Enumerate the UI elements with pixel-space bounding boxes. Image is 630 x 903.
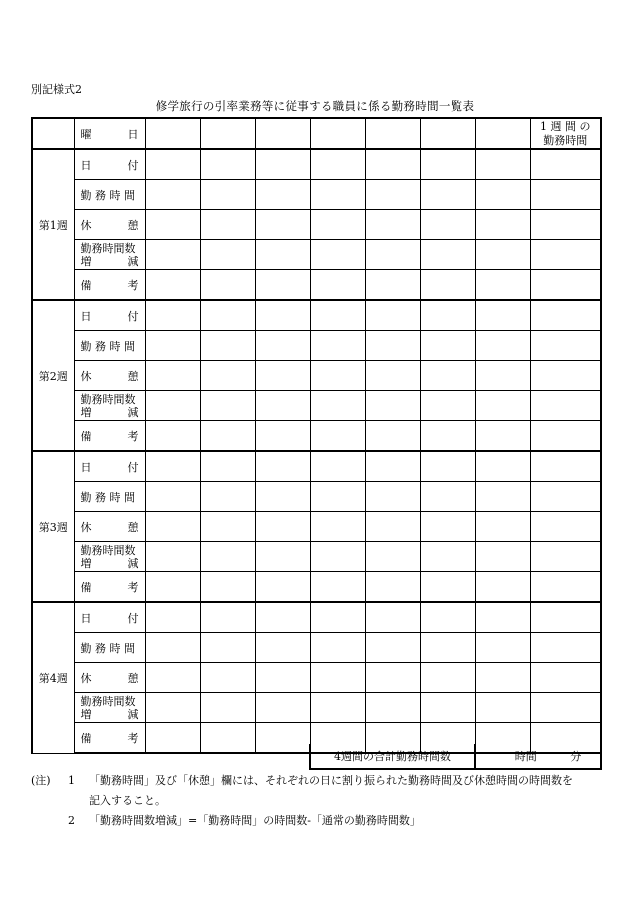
entry-cell[interactable] xyxy=(200,240,255,270)
entry-cell[interactable] xyxy=(145,451,200,482)
entry-cell[interactable] xyxy=(255,482,310,512)
week-row xyxy=(32,270,601,301)
entry-cell[interactable] xyxy=(365,149,420,180)
row-label-date: 日 付 xyxy=(74,451,145,482)
row-label-remarks: 備 考 xyxy=(74,270,145,301)
entry-cell[interactable] xyxy=(200,421,255,452)
entry-cell[interactable] xyxy=(200,391,255,421)
entry-cell[interactable] xyxy=(255,300,310,331)
entry-cell[interactable] xyxy=(200,512,255,542)
entry-cell[interactable] xyxy=(420,421,475,452)
entry-cell[interactable] xyxy=(255,451,310,482)
entry-cell[interactable] xyxy=(365,693,420,723)
note-text: 「勤務時間数増減」=「勤務時間」の時間数-「通常の勤務時間数」 xyxy=(89,814,421,827)
entry-cell[interactable] xyxy=(255,693,310,723)
weekly-total-header: 1 週 間 の 勤務時間 xyxy=(530,118,601,149)
entry-cell[interactable] xyxy=(365,300,420,331)
entry-cell[interactable] xyxy=(420,180,475,210)
entry-cell[interactable] xyxy=(310,210,365,240)
weekly-total-cell[interactable] xyxy=(530,572,601,603)
entry-cell[interactable] xyxy=(200,723,255,754)
entry-cell[interactable] xyxy=(200,270,255,301)
entry-cell[interactable] xyxy=(475,331,530,361)
weekly-total-cell[interactable] xyxy=(530,149,601,180)
weekly-total-cell[interactable] xyxy=(530,693,601,723)
entry-cell[interactable] xyxy=(255,602,310,633)
entry-cell[interactable] xyxy=(255,270,310,301)
entry-cell[interactable] xyxy=(365,633,420,663)
entry-cell[interactable] xyxy=(365,210,420,240)
entry-cell[interactable] xyxy=(475,149,530,180)
entry-cell[interactable] xyxy=(365,270,420,301)
entry-cell[interactable] xyxy=(310,240,365,270)
weekly-total-cell[interactable] xyxy=(530,602,601,633)
weekly-total-cell[interactable] xyxy=(530,512,601,542)
entry-cell[interactable] xyxy=(200,572,255,603)
entry-cell[interactable] xyxy=(255,240,310,270)
entry-cell[interactable] xyxy=(365,663,420,693)
row-label-work_hours: 勤 務 時 間 xyxy=(74,482,145,512)
weekly-total-cell[interactable] xyxy=(530,482,601,512)
entry-cell[interactable] xyxy=(420,633,475,663)
week-row xyxy=(32,149,601,180)
entry-cell[interactable] xyxy=(200,210,255,240)
entry-cell[interactable] xyxy=(310,391,365,421)
day-cell[interactable] xyxy=(365,118,420,149)
entry-cell[interactable] xyxy=(365,542,420,572)
entry-cell[interactable] xyxy=(145,542,200,572)
row-label-work_hours: 勤 務 時 間 xyxy=(74,633,145,663)
entry-cell[interactable] xyxy=(200,149,255,180)
week-row xyxy=(32,542,601,572)
entry-cell[interactable] xyxy=(310,572,365,603)
entry-cell[interactable] xyxy=(145,512,200,542)
entry-cell[interactable] xyxy=(310,633,365,663)
row-label-break: 休 憩 xyxy=(74,210,145,240)
entry-cell[interactable] xyxy=(420,512,475,542)
weekly-total-cell[interactable] xyxy=(530,300,601,331)
entry-cell[interactable] xyxy=(420,602,475,633)
entry-cell[interactable] xyxy=(200,663,255,693)
entry-cell[interactable] xyxy=(200,693,255,723)
week-row xyxy=(32,663,601,693)
entry-cell[interactable] xyxy=(310,270,365,301)
entry-cell[interactable] xyxy=(310,693,365,723)
entry-cell[interactable] xyxy=(475,300,530,331)
week-row xyxy=(32,180,601,210)
row-label-work_hours: 勤 務 時 間 xyxy=(74,331,145,361)
weekly-total-cell[interactable] xyxy=(530,361,601,391)
entry-cell[interactable] xyxy=(255,572,310,603)
entry-cell[interactable] xyxy=(420,663,475,693)
weekly-total-cell[interactable] xyxy=(530,180,601,210)
entry-cell[interactable] xyxy=(200,300,255,331)
note-number: 1 xyxy=(68,774,75,787)
entry-cell[interactable] xyxy=(200,180,255,210)
week-row xyxy=(32,331,601,361)
week-label: 第3週 xyxy=(32,451,74,602)
entry-cell[interactable] xyxy=(475,482,530,512)
entry-cell[interactable] xyxy=(145,180,200,210)
entry-cell[interactable] xyxy=(255,723,310,754)
entry-cell[interactable] xyxy=(365,602,420,633)
entry-cell[interactable] xyxy=(475,633,530,663)
entry-cell[interactable] xyxy=(365,240,420,270)
week-row xyxy=(32,300,601,331)
weekly-total-cell[interactable] xyxy=(530,542,601,572)
row-label-diff: 勤務時間数 増 減 xyxy=(74,240,145,270)
day-cell[interactable] xyxy=(420,118,475,149)
notes-prefix: (注) xyxy=(31,774,51,787)
entry-cell[interactable] xyxy=(145,693,200,723)
entry-cell[interactable] xyxy=(145,723,200,754)
entry-cell[interactable] xyxy=(255,391,310,421)
note-number: 2 xyxy=(68,814,75,827)
entry-cell[interactable] xyxy=(475,451,530,482)
week-row xyxy=(32,693,601,723)
entry-cell[interactable] xyxy=(420,331,475,361)
entry-cell[interactable] xyxy=(475,270,530,301)
entry-cell[interactable] xyxy=(310,300,365,331)
entry-cell[interactable] xyxy=(145,300,200,331)
entry-cell[interactable] xyxy=(200,331,255,361)
row-label-date: 日 付 xyxy=(74,300,145,331)
summary-label: 4週間の合計勤務時間数 xyxy=(310,744,475,769)
row-label-date: 日 付 xyxy=(74,149,145,180)
entry-cell[interactable] xyxy=(365,482,420,512)
entry-cell[interactable] xyxy=(310,512,365,542)
row-label-remarks: 備 考 xyxy=(74,572,145,603)
entry-cell[interactable] xyxy=(255,361,310,391)
form-label: 別記様式2 xyxy=(31,83,82,96)
weekly-total-cell[interactable] xyxy=(530,391,601,421)
row-label-break: 休 憩 xyxy=(74,663,145,693)
work-hours-table xyxy=(31,117,602,754)
day-cell[interactable] xyxy=(145,118,200,149)
row-label-remarks: 備 考 xyxy=(74,723,145,754)
entry-cell[interactable] xyxy=(255,331,310,361)
entry-cell[interactable] xyxy=(475,391,530,421)
row-label-remarks: 備 考 xyxy=(74,421,145,452)
entry-cell[interactable] xyxy=(255,149,310,180)
weekly-total-cell[interactable] xyxy=(530,633,601,663)
day-cell[interactable] xyxy=(200,118,255,149)
week-row xyxy=(32,210,601,240)
entry-cell[interactable] xyxy=(475,572,530,603)
week-row xyxy=(32,572,601,603)
entry-cell[interactable] xyxy=(420,210,475,240)
entry-cell[interactable] xyxy=(365,331,420,361)
entry-cell[interactable] xyxy=(145,240,200,270)
week-row xyxy=(32,512,601,542)
entry-cell[interactable] xyxy=(365,391,420,421)
entry-cell[interactable] xyxy=(200,633,255,663)
week-row xyxy=(32,421,601,452)
note-text: 「勤務時間」及び「休憩」欄には、それぞれの日に割り振られた勤務時間及び休憩時間の時間数を xyxy=(89,774,573,787)
entry-cell[interactable] xyxy=(365,421,420,452)
entry-cell[interactable] xyxy=(255,512,310,542)
note-text-continued: 記入すること。 xyxy=(89,794,166,807)
entry-cell[interactable] xyxy=(420,300,475,331)
entry-cell[interactable] xyxy=(310,542,365,572)
weekly-total-cell[interactable] xyxy=(530,421,601,452)
notes-section xyxy=(31,771,611,831)
row-label-date: 日 付 xyxy=(74,602,145,633)
row-label-diff: 勤務時間数 増 減 xyxy=(74,391,145,421)
entry-cell[interactable] xyxy=(145,572,200,603)
entry-cell[interactable] xyxy=(200,361,255,391)
entry-cell[interactable] xyxy=(145,361,200,391)
week-row xyxy=(32,451,601,482)
week-row xyxy=(32,633,601,663)
entry-cell[interactable] xyxy=(365,451,420,482)
row-label-break: 休 憩 xyxy=(74,512,145,542)
entry-cell[interactable] xyxy=(365,512,420,542)
entry-cell[interactable] xyxy=(200,451,255,482)
entry-cell[interactable] xyxy=(145,633,200,663)
entry-cell[interactable] xyxy=(475,602,530,633)
entry-cell[interactable] xyxy=(200,542,255,572)
entry-cell[interactable] xyxy=(420,572,475,603)
entry-cell[interactable] xyxy=(255,633,310,663)
day-cell[interactable] xyxy=(310,118,365,149)
entry-cell[interactable] xyxy=(475,210,530,240)
entry-cell[interactable] xyxy=(475,180,530,210)
entry-cell[interactable] xyxy=(420,240,475,270)
entry-cell[interactable] xyxy=(145,602,200,633)
entry-cell[interactable] xyxy=(310,482,365,512)
entry-cell[interactable] xyxy=(145,482,200,512)
entry-cell[interactable] xyxy=(420,451,475,482)
row-label-diff: 勤務時間数 増 減 xyxy=(74,693,145,723)
entry-cell[interactable] xyxy=(145,663,200,693)
entry-cell[interactable] xyxy=(145,210,200,240)
weekday-header-cell: 曜 日 xyxy=(74,118,145,149)
day-cell[interactable] xyxy=(255,118,310,149)
weekly-total-cell[interactable] xyxy=(530,331,601,361)
week-row xyxy=(32,361,601,391)
form-title: 修学旅行の引率業務等に従事する職員に係る勤務時間一覧表 xyxy=(155,99,475,113)
entry-cell[interactable] xyxy=(310,361,365,391)
entry-cell[interactable] xyxy=(255,180,310,210)
week-label: 第4週 xyxy=(32,602,74,753)
entry-cell[interactable] xyxy=(255,421,310,452)
entry-cell[interactable] xyxy=(420,542,475,572)
summary-value-cell[interactable] xyxy=(475,744,601,769)
weekly-total-cell[interactable] xyxy=(530,663,601,693)
entry-cell[interactable] xyxy=(255,210,310,240)
week-row xyxy=(32,240,601,270)
week-row xyxy=(32,602,601,633)
entry-cell[interactable] xyxy=(420,361,475,391)
entry-cell[interactable] xyxy=(475,361,530,391)
week-label: 第1週 xyxy=(32,149,74,300)
entry-cell[interactable] xyxy=(420,693,475,723)
entry-cell[interactable] xyxy=(200,482,255,512)
entry-cell[interactable] xyxy=(475,240,530,270)
header-corner-cell xyxy=(32,118,74,149)
entry-cell[interactable] xyxy=(145,149,200,180)
entry-cell[interactable] xyxy=(475,421,530,452)
entry-cell[interactable] xyxy=(475,663,530,693)
entry-cell[interactable] xyxy=(310,331,365,361)
entry-cell[interactable] xyxy=(475,512,530,542)
week-row xyxy=(32,482,601,512)
entry-cell[interactable] xyxy=(310,180,365,210)
week-label: 第2週 xyxy=(32,300,74,451)
row-label-break: 休 憩 xyxy=(74,361,145,391)
entry-cell[interactable] xyxy=(365,361,420,391)
entry-cell[interactable] xyxy=(420,270,475,301)
entry-cell[interactable] xyxy=(200,602,255,633)
entry-cell[interactable] xyxy=(310,149,365,180)
row-label-work_hours: 勤 務 時 間 xyxy=(74,180,145,210)
entry-cell[interactable] xyxy=(310,602,365,633)
minutes-unit: 分 xyxy=(570,750,582,763)
entry-cell[interactable] xyxy=(475,542,530,572)
entry-cell[interactable] xyxy=(365,180,420,210)
entry-cell[interactable] xyxy=(365,572,420,603)
entry-cell[interactable] xyxy=(255,542,310,572)
weekly-total-cell[interactable] xyxy=(530,270,601,301)
entry-cell[interactable] xyxy=(310,421,365,452)
row-label-diff: 勤務時間数 増 減 xyxy=(74,542,145,572)
weekly-total-cell[interactable] xyxy=(530,210,601,240)
entry-cell[interactable] xyxy=(420,482,475,512)
entry-cell[interactable] xyxy=(145,421,200,452)
entry-cell[interactable] xyxy=(310,451,365,482)
entry-cell[interactable] xyxy=(145,331,200,361)
entry-cell[interactable] xyxy=(145,270,200,301)
entry-cell[interactable] xyxy=(420,391,475,421)
week-row xyxy=(32,391,601,421)
entry-cell[interactable] xyxy=(420,149,475,180)
weekly-total-cell[interactable] xyxy=(530,240,601,270)
entry-cell[interactable] xyxy=(475,693,530,723)
entry-cell[interactable] xyxy=(145,391,200,421)
day-cell[interactable] xyxy=(475,118,530,149)
hours-unit: 時間 xyxy=(514,750,537,763)
summary-table xyxy=(309,744,602,770)
header-row xyxy=(32,118,601,149)
entry-cell[interactable] xyxy=(310,663,365,693)
entry-cell[interactable] xyxy=(255,663,310,693)
weekly-total-cell[interactable] xyxy=(530,451,601,482)
